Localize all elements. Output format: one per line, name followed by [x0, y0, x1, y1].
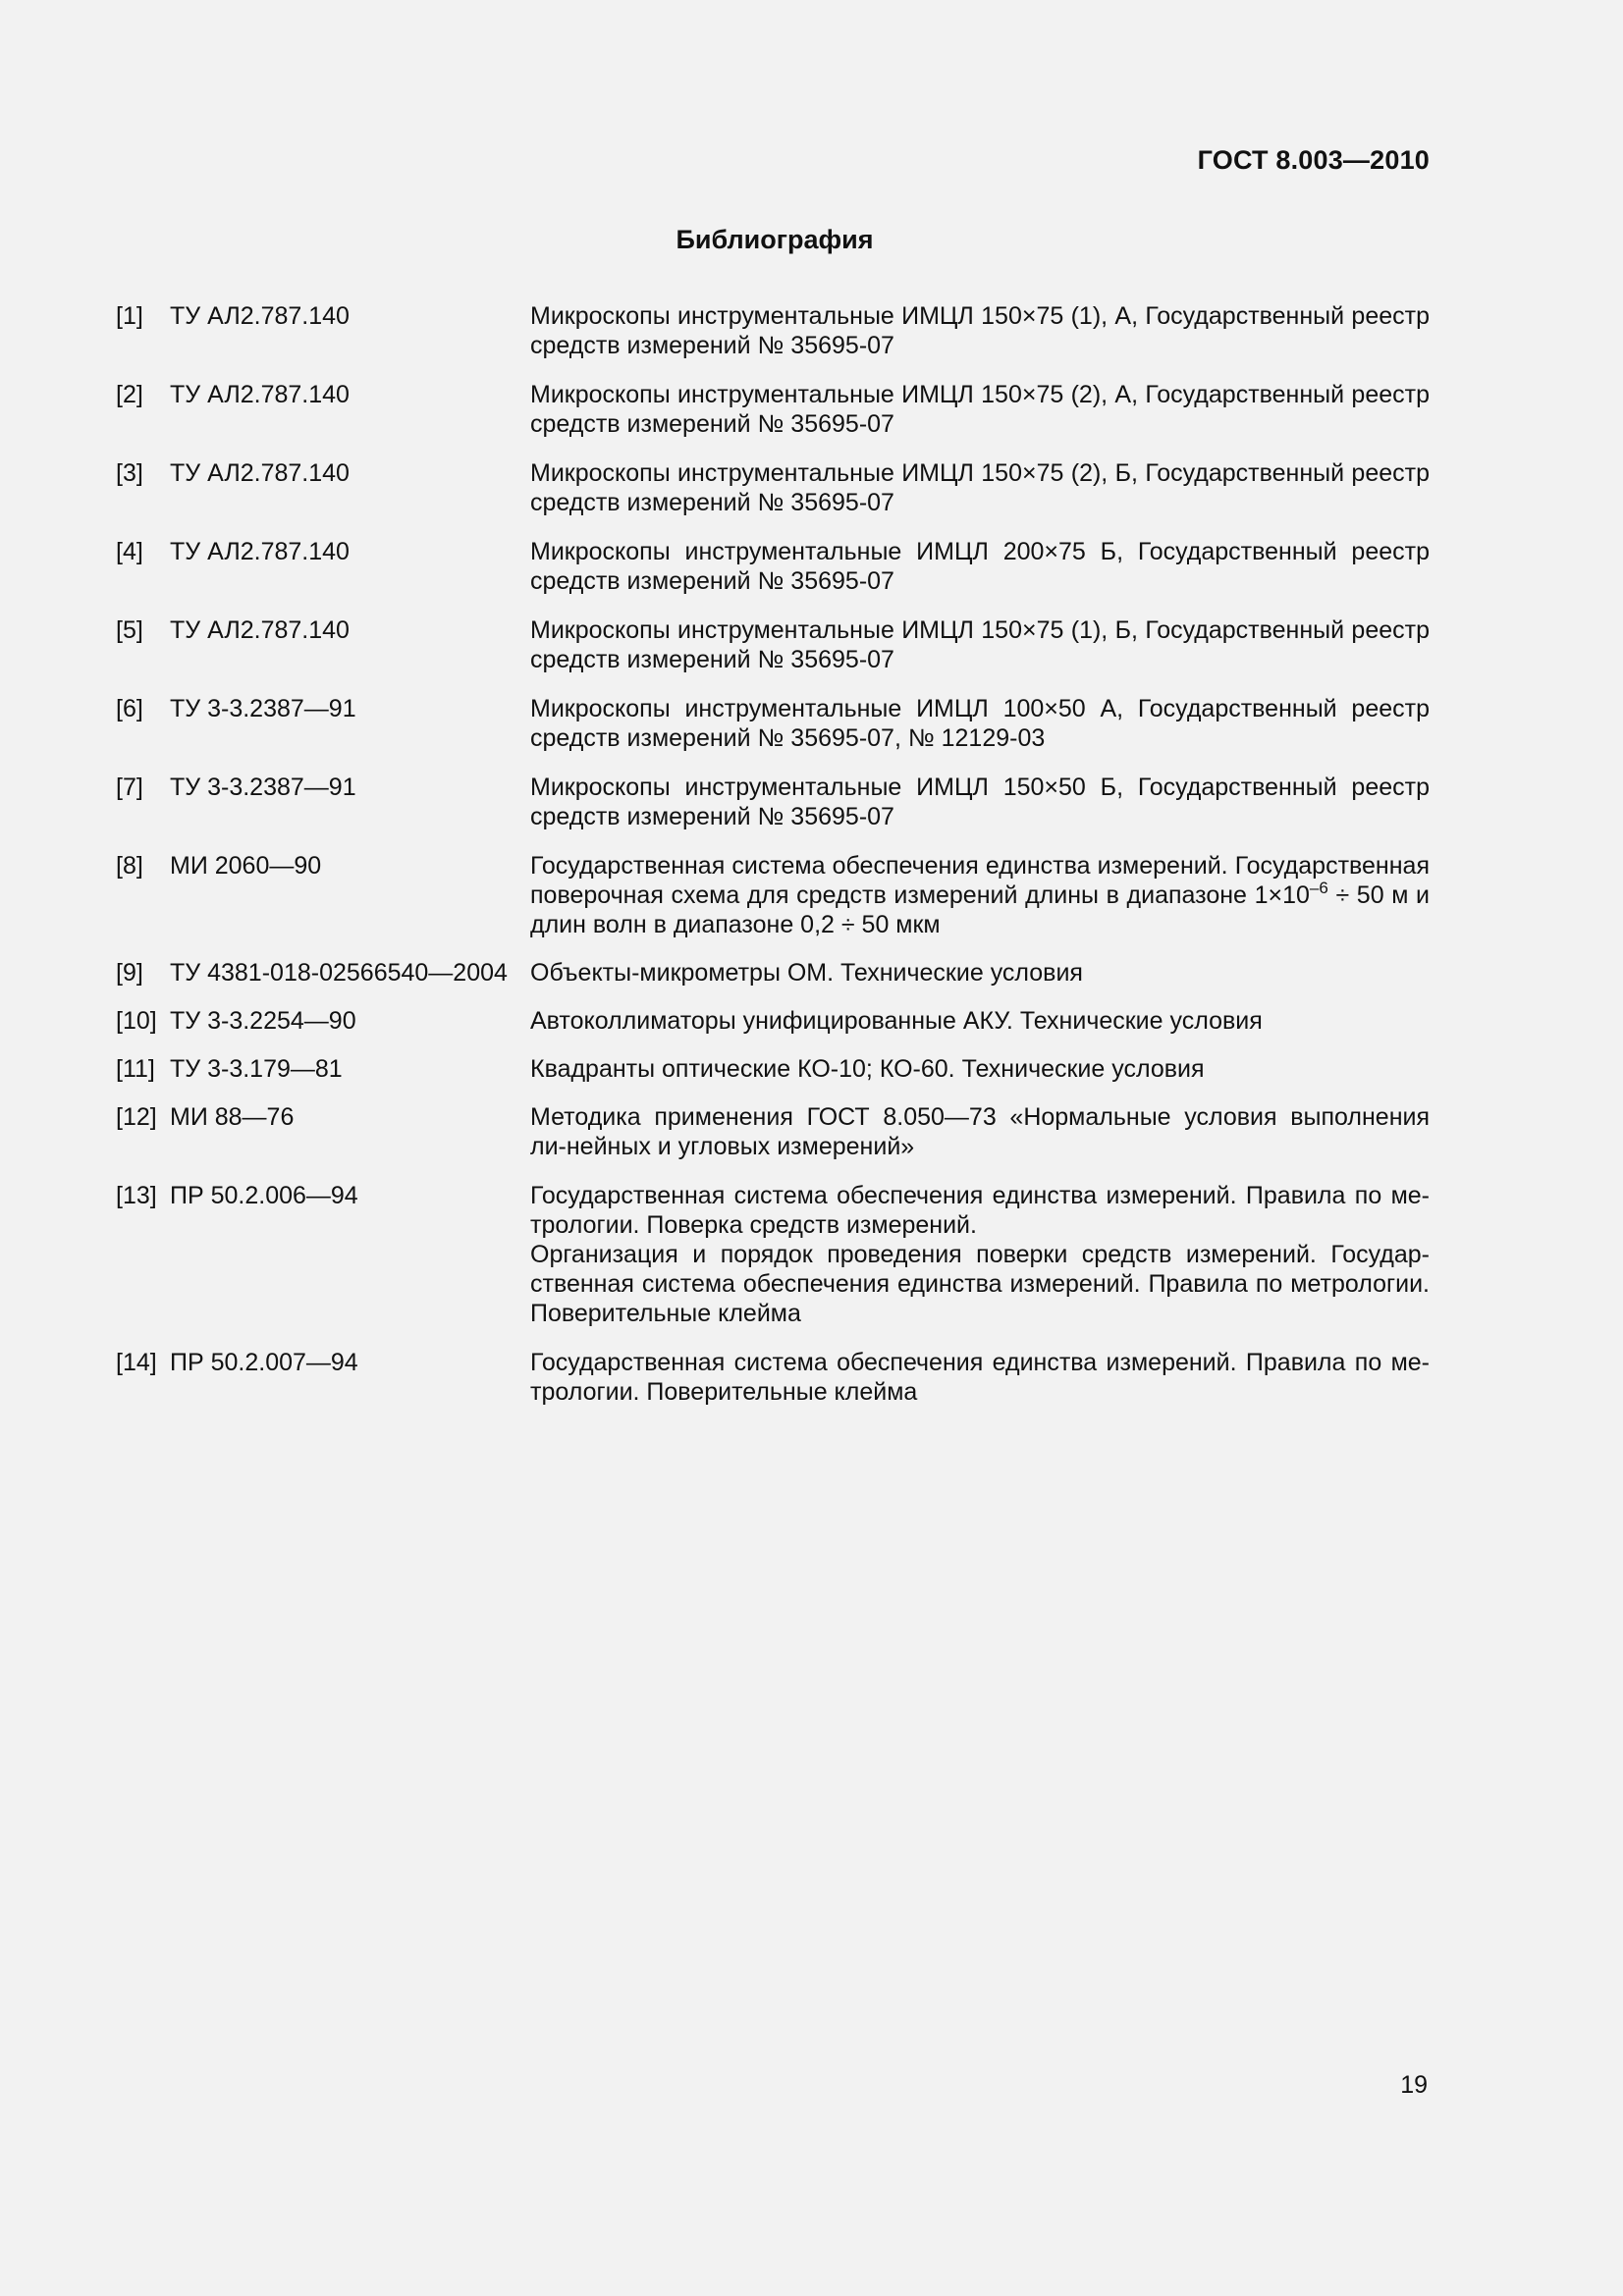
entry-number: [14]	[116, 1349, 157, 1376]
entry-number: [1]	[116, 302, 143, 330]
entry-description-paragraph: Государственная система обеспечения единства измерений. Правила по ме-трологии. Поверка средств измерений.	[530, 1182, 1430, 1239]
bibliography-entry	[116, 773, 1430, 831]
bibliography-entry	[116, 1006, 1430, 1036]
entry-code: ТУ АЛ2.787.140	[170, 302, 350, 330]
entry-description: Микроскопы инструментальные ИМЦЛ 150×75 (2), Б, Государственный реестр средств измерений № 35695-07	[530, 459, 1430, 516]
bibliography-entry	[116, 958, 1430, 988]
entry-code: ТУ 3-3.2254—90	[170, 1007, 356, 1035]
entry-description	[530, 851, 1430, 939]
bibliography-entry	[116, 615, 1430, 674]
entry-description: Микроскопы инструментальные ИМЦЛ 150×75 (2), А, Государственный реестр средств измерений № 35695-07	[530, 381, 1430, 438]
entry-number: [11]	[116, 1055, 155, 1083]
entry-description: Микроскопы инструментальные ИМЦЛ 200×75 Б, Государственный реестр средств измерений № 35695-07	[530, 538, 1430, 595]
entry-code: ТУ АЛ2.787.140	[170, 616, 350, 644]
bibliography-entry	[116, 380, 1430, 439]
entry-description: Автоколлиматоры унифицированные АКУ. Технические условия	[530, 1007, 1263, 1035]
entry-code: МИ 2060—90	[170, 852, 322, 880]
entry-number: [4]	[116, 538, 143, 565]
entry-description-paragraph: Организация и порядок проведения поверки средств измерений. Государ-ственная система обеспечения единства измерений. Правила по метрологии. Поверительные клейма	[530, 1241, 1430, 1327]
bibliography-list	[116, 301, 1430, 1407]
bibliography-entry	[116, 301, 1430, 360]
entry-code: ТУ 3-3.2387—91	[170, 774, 356, 801]
entry-number: [8]	[116, 852, 143, 880]
document-code: ГОСТ 8.003—2010	[1197, 145, 1430, 175]
entry-code: ТУ АЛ2.787.140	[170, 459, 350, 487]
entry-code: ТУ 3-3.179—81	[170, 1055, 343, 1083]
entry-number: [9]	[116, 959, 143, 987]
bibliography-entry	[116, 1181, 1430, 1328]
entry-description: Государственная система обеспечения единства измерений. Правила по ме-трологии. Поверительные клейма	[530, 1349, 1430, 1406]
entry-description-text: ÷ 50 м и длин волн в диапазоне 0,2 ÷ 50 мкм	[530, 881, 1431, 938]
exponent-superscript: –6	[1309, 879, 1328, 897]
entry-description: Микроскопы инструментальные ИМЦЛ 150×75 (1), А, Государственный реестр средств измерений № 35695-07	[530, 302, 1430, 359]
entry-description: Методика применения ГОСТ 8.050—73 «Нормальные условия выполнения ли-нейных и угловых измерений»	[530, 1103, 1430, 1160]
entry-description: Микроскопы инструментальные ИМЦЛ 150×75 (1), Б, Государственный реестр средств измерений № 35695-07	[530, 616, 1430, 673]
entry-number: [7]	[116, 774, 143, 801]
entry-number: [10]	[116, 1007, 157, 1035]
entry-number: [13]	[116, 1182, 157, 1209]
entry-description	[530, 1181, 1430, 1328]
entry-number: [3]	[116, 459, 143, 487]
entry-code: МИ 88—76	[170, 1103, 295, 1131]
bibliography-entry	[116, 694, 1430, 753]
entry-number: [2]	[116, 381, 143, 408]
entry-code: ТУ 4381-018-02566540—2004	[170, 959, 508, 987]
bibliography-entry	[116, 1054, 1430, 1084]
entry-code: ТУ АЛ2.787.140	[170, 538, 350, 565]
bibliography-entry	[116, 1348, 1430, 1407]
entry-description: Квадранты оптические КО-10; КО-60. Технические условия	[530, 1055, 1205, 1083]
entry-code: ПР 50.2.006—94	[170, 1182, 358, 1209]
entry-code: ТУ АЛ2.787.140	[170, 381, 350, 408]
page-title: Библиография	[676, 225, 874, 254]
entry-description-text: Государственная система обеспечения единства измерений. Государственная поверочная схема для средств измерений длины в диапазоне 1×10	[530, 852, 1430, 909]
bibliography-entry	[116, 537, 1430, 596]
bibliography-entry	[116, 851, 1430, 939]
page-number: 19	[1400, 2071, 1428, 2099]
entry-number: [5]	[116, 616, 143, 644]
entry-description: Микроскопы инструментальные ИМЦЛ 100×50 А, Государственный реестр средств измерений № 35695-07, № 12129-03	[530, 695, 1430, 752]
entry-number: [12]	[116, 1103, 157, 1131]
entry-code: ТУ 3-3.2387—91	[170, 695, 356, 722]
entry-description: Микроскопы инструментальные ИМЦЛ 150×50 Б, Государственный реестр средств измерений № 35695-07	[530, 774, 1430, 830]
bibliography-entry	[116, 1102, 1430, 1161]
bibliography-entry	[116, 458, 1430, 517]
entry-code: ПР 50.2.007—94	[170, 1349, 358, 1376]
entry-number: [6]	[116, 695, 143, 722]
entry-description: Объекты-микрометры ОМ. Технические условия	[530, 959, 1083, 987]
